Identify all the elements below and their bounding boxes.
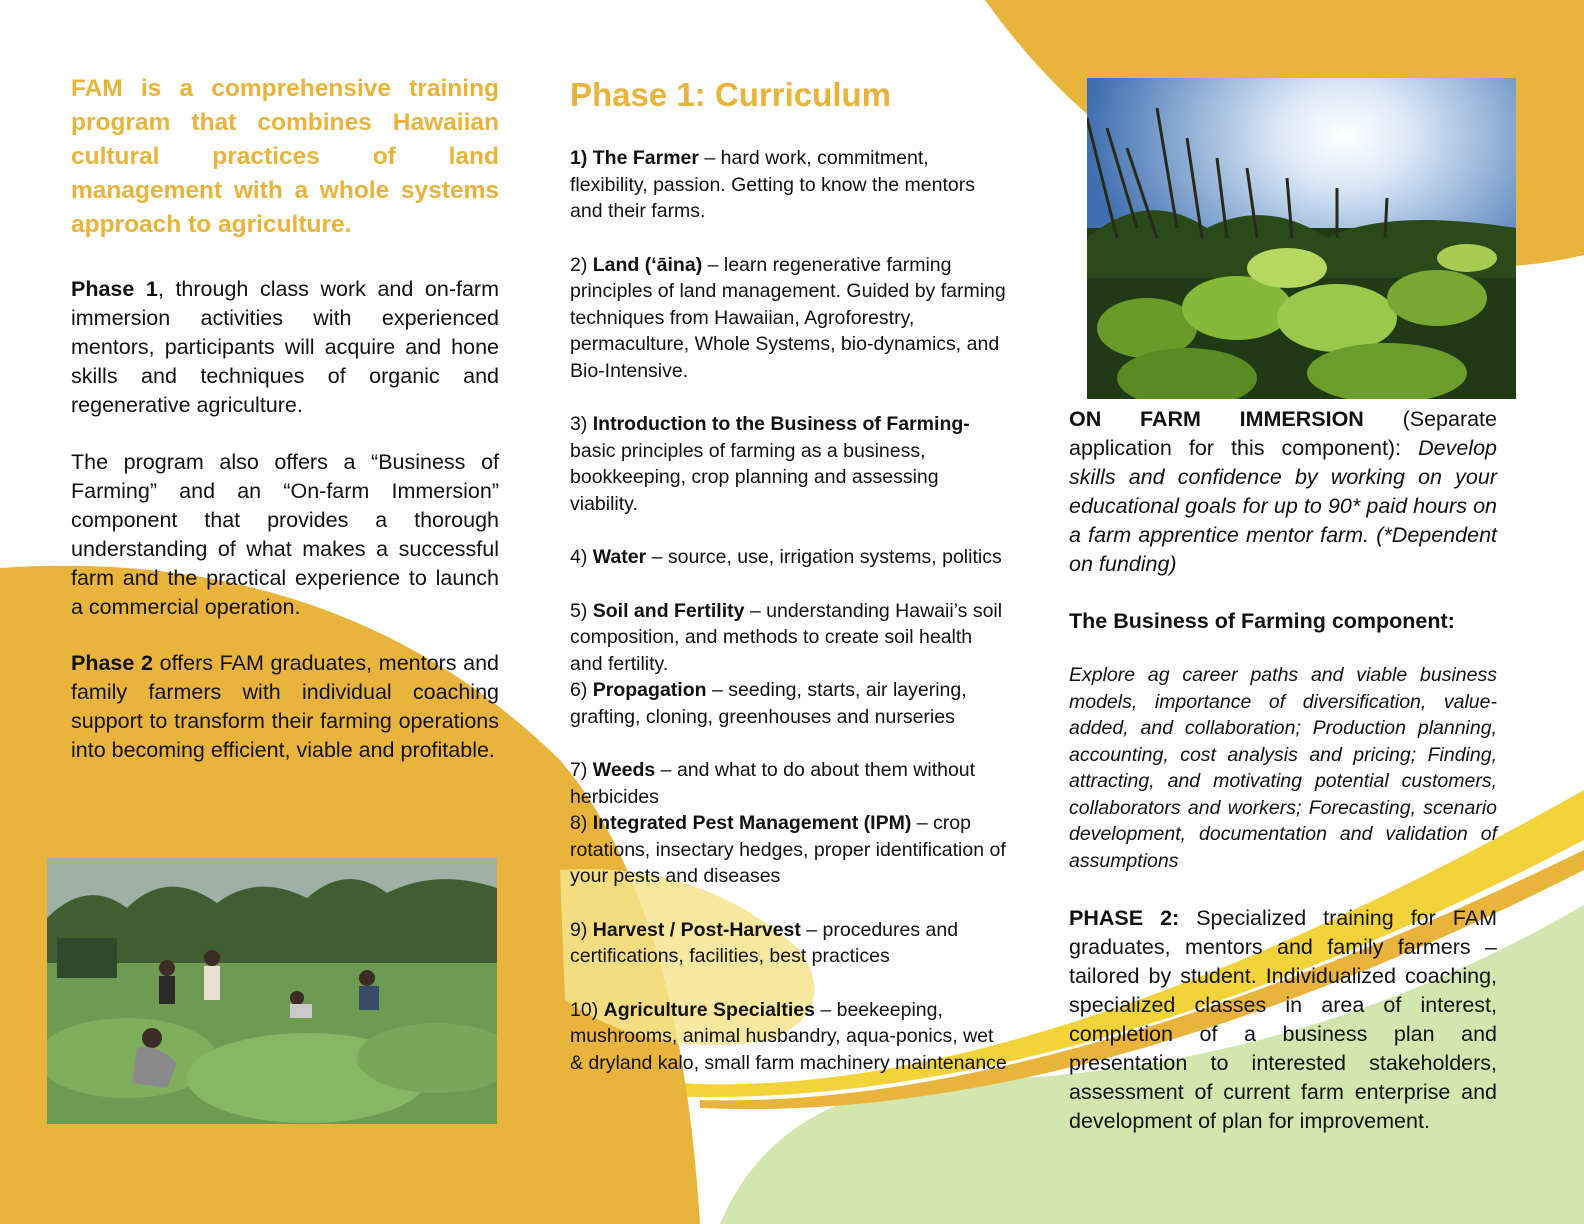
item-description: – source, use, irrigation systems, politics (646, 546, 1002, 568)
business-component-title: The Business of Farming component: (1069, 609, 1455, 633)
curriculum-title: Phase 1: Curriculum (570, 76, 891, 113)
item-title: Harvest / Post-Harvest (592, 918, 801, 941)
curriculum-item (570, 544, 1010, 571)
program-paragraph: The program also offers a “Business of Farming” and an “On-farm Immersion” component that provides a thorough understanding of what makes a successful farm and the practical experience to launch a commercial operation. (71, 450, 499, 619)
curriculum-item (570, 757, 1010, 810)
item-title: Land (ʻāina) (592, 253, 703, 276)
item-title: Water (592, 546, 647, 568)
item-title: Integrated Pest Management (IPM) (592, 812, 912, 834)
curriculum-item (570, 598, 1010, 678)
item-title: Introduction to the Business of Farming- (592, 413, 970, 435)
curriculum-item (570, 677, 1010, 730)
item-description: – learn regenerative farming principles of land management. Guided by farming techniques from Hawaiian, Agroforestry, permaculture, Whole Systems, bio-dynamics, and Bio-Intensive. (570, 253, 1006, 382)
intro-statement: FAM is a comprehensive training program that combines Hawaiian cultural practices of land management with a whole systems approach to agriculture. (71, 75, 499, 238)
item-description: – procedures and certifications, facilities, best practices (570, 918, 959, 967)
item-description: – beekeeping, mushrooms, animal husbandry, aqua-ponics, wet & dryland kalo, small farm machinery maintenance (570, 998, 1007, 1074)
item-number: 7) (570, 759, 593, 781)
field-workers-photo (47, 858, 497, 1124)
curriculum-item (570, 411, 1010, 517)
curriculum-list (570, 145, 1010, 1076)
phase2-right-paragraph (1069, 904, 1497, 1136)
item-number: 6) (570, 679, 593, 701)
item-number: 8) (570, 812, 593, 834)
curriculum-item (570, 997, 1010, 1077)
curriculum-item (570, 145, 1010, 225)
phase1-label: Phase 1 (71, 277, 158, 301)
phase2-paragraph (71, 649, 499, 765)
kalo-field-photo (1087, 78, 1516, 399)
curriculum-item (570, 810, 1010, 890)
immersion-label: ON FARM IMMERSION (1069, 407, 1364, 431)
phase1-paragraph (71, 275, 499, 420)
item-number: 3) (570, 413, 593, 435)
item-number: 5) (570, 599, 593, 622)
phase2-right-label: PHASE 2: (1069, 906, 1180, 930)
business-component-text: Explore ag career paths and viable business models, importance of diversification, value-added, and collaboration; Production planning, accounting, cost analysis and pricing; Finding, attracting, and motivating potential customers, collaborators and workers; Forecasting, scenario development, documentation and validation of assumptions (1069, 664, 1497, 872)
item-number: 2) (570, 253, 593, 276)
immersion-description: Develop skills and confidence by working on your educational goals for up to 90* paid hours on a farm apprentice mentor farm. (*Dependent on funding) (1069, 436, 1497, 576)
phase2-right-text: Specialized training for FAM graduates, mentors and family farmers – tailored by student. Individualized coaching, specialized classes in area of interest, completion of a business plan and presentation to interested stakeholders, assessment of current farm enterprise and development of plan for improvement. (1069, 906, 1497, 1133)
item-title: The Farmer (592, 147, 699, 169)
item-number: 10) (570, 998, 604, 1021)
item-description: – hard work, commitment, flexibility, passion. Getting to know the mentors and their farms. (570, 147, 975, 222)
item-title: Soil and Fertility (592, 599, 745, 622)
phase1-text: , through class work and on-farm immersion activities with experienced mentors, participants will acquire and hone skills and techniques of organic and regenerative agriculture. (71, 277, 499, 417)
item-description: – and what to do about them without herbicides (570, 759, 976, 808)
immersion-paragraph (1069, 405, 1497, 579)
immersion-note: (Separate application for this component): (1069, 407, 1497, 460)
phase2-label: Phase 2 (71, 651, 153, 675)
item-number: 9) (570, 918, 593, 941)
item-description: – understanding Hawaii’s soil composition, and methods to create soil health and fertility. (570, 599, 1003, 675)
item-description: – crop rotations, insectary hedges, proper identification of your pests and diseases (570, 812, 1006, 887)
item-number: 4) (570, 546, 593, 568)
phase2-text: offers FAM graduates, mentors and family farmers with individual coaching support to transform their farming operations into becoming efficient, viable and profitable. (71, 651, 499, 762)
item-title: Weeds (592, 759, 656, 781)
curriculum-item (570, 252, 1010, 385)
item-title: Agriculture Specialties (603, 998, 815, 1021)
item-title: Propagation (592, 679, 707, 701)
item-number: 1) (570, 147, 593, 169)
item-description: basic principles of farming as a business, bookkeeping, crop planning and assessing viability. (570, 439, 939, 515)
item-description: – seeding, starts, air layering, grafting, cloning, greenhouses and nurseries (570, 679, 967, 728)
curriculum-item (570, 917, 1010, 970)
